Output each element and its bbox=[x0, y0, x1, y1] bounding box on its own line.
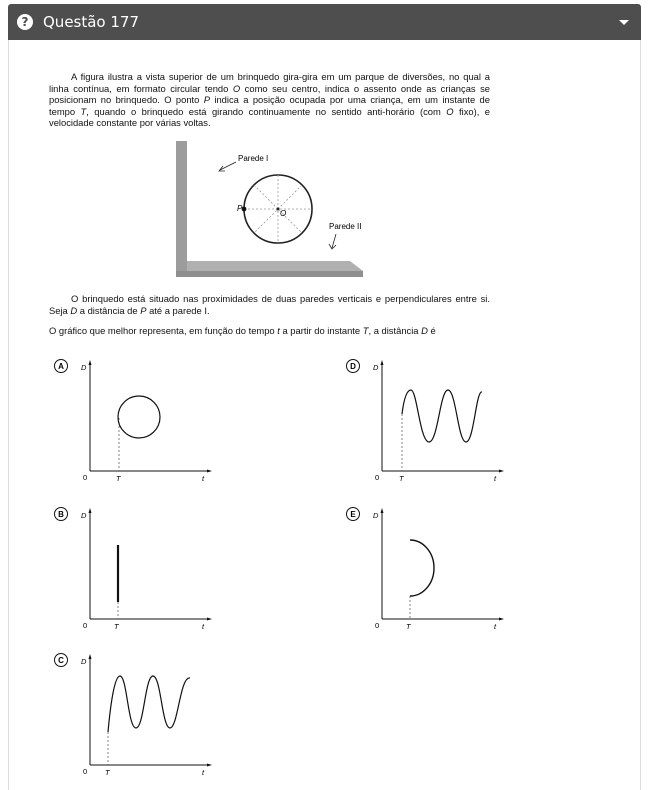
option-c-curve bbox=[108, 676, 190, 732]
wall-1 bbox=[176, 141, 187, 277]
option-d-letter: D bbox=[350, 362, 356, 371]
option-b-y-label: D bbox=[81, 511, 87, 520]
wall-1-arrow bbox=[220, 162, 236, 170]
option-a-t-tick: T bbox=[116, 474, 121, 483]
option-e-origin: 0 bbox=[375, 621, 380, 630]
option-d-curve bbox=[402, 390, 482, 442]
option-e-curve bbox=[410, 540, 434, 596]
option-b-origin: 0 bbox=[83, 621, 88, 630]
option-b-x-label: t bbox=[202, 622, 205, 631]
option-c[interactable] bbox=[52, 650, 222, 780]
option-e[interactable] bbox=[344, 504, 514, 634]
option-c-letter: C bbox=[58, 656, 64, 665]
wall-2-label: Parede II bbox=[329, 222, 362, 231]
question-paragraph-1: A figura ilustra a vista superior de um brinquedo gira-gira em um parque de diversões, no qual a linha contínua, em formato circular tendo O como seu centro, indica o assento onde as crianças se posicionam no brinquedo. O ponto P indica a posição ocupada por uma criança, em um instante de tempo T, quando o brinquedo está girando continuamente no sentido anti-horário (com O fixo), e velocidade constante por várias voltas. bbox=[49, 71, 490, 128]
wall-2 bbox=[176, 271, 363, 277]
question-paragraph-2: O brinquedo está situado nas proximidades de duas paredes verticais e perpendiculares entre si. Seja D a distância de P até a parede I. bbox=[49, 293, 490, 316]
option-e-x-label: t bbox=[494, 622, 497, 631]
option-b[interactable] bbox=[52, 504, 222, 634]
option-e-t-tick: T bbox=[406, 622, 411, 631]
option-a-curve bbox=[118, 396, 160, 438]
option-d[interactable] bbox=[344, 356, 514, 486]
option-d-y-label: D bbox=[373, 363, 379, 372]
option-a[interactable] bbox=[52, 356, 222, 486]
wall-2-top bbox=[187, 261, 363, 271]
question-title: Questão 177 bbox=[43, 13, 140, 31]
option-a-origin: 0 bbox=[83, 473, 88, 482]
center-label: O bbox=[280, 209, 287, 218]
wall-1-label: Parede I bbox=[238, 154, 269, 163]
option-a-y-label: D bbox=[81, 363, 87, 372]
question-paragraph-3: O gráfico que melhor representa, em função do tempo t a partir do instante T, a distância D é bbox=[49, 325, 436, 336]
option-c-t-tick: T bbox=[105, 768, 110, 777]
option-c-origin: 0 bbox=[83, 767, 88, 776]
question-header[interactable] bbox=[8, 4, 641, 40]
option-e-letter: E bbox=[350, 510, 356, 519]
option-e-y-label: D bbox=[373, 511, 379, 520]
gira-gira-figure bbox=[150, 136, 390, 286]
option-b-t-tick: T bbox=[114, 622, 119, 631]
point-p-label: P bbox=[237, 204, 243, 213]
option-c-x-label: t bbox=[202, 768, 205, 777]
option-a-letter: A bbox=[58, 362, 64, 371]
option-a-x-label: t bbox=[202, 474, 205, 483]
option-d-t-tick: T bbox=[399, 474, 404, 483]
option-b-letter: B bbox=[58, 510, 64, 519]
chevron-down-icon[interactable] bbox=[619, 20, 629, 25]
option-c-y-label: D bbox=[81, 657, 87, 666]
option-d-origin: 0 bbox=[375, 473, 380, 482]
help-icon: ? bbox=[17, 14, 33, 30]
option-d-x-label: t bbox=[494, 474, 497, 483]
